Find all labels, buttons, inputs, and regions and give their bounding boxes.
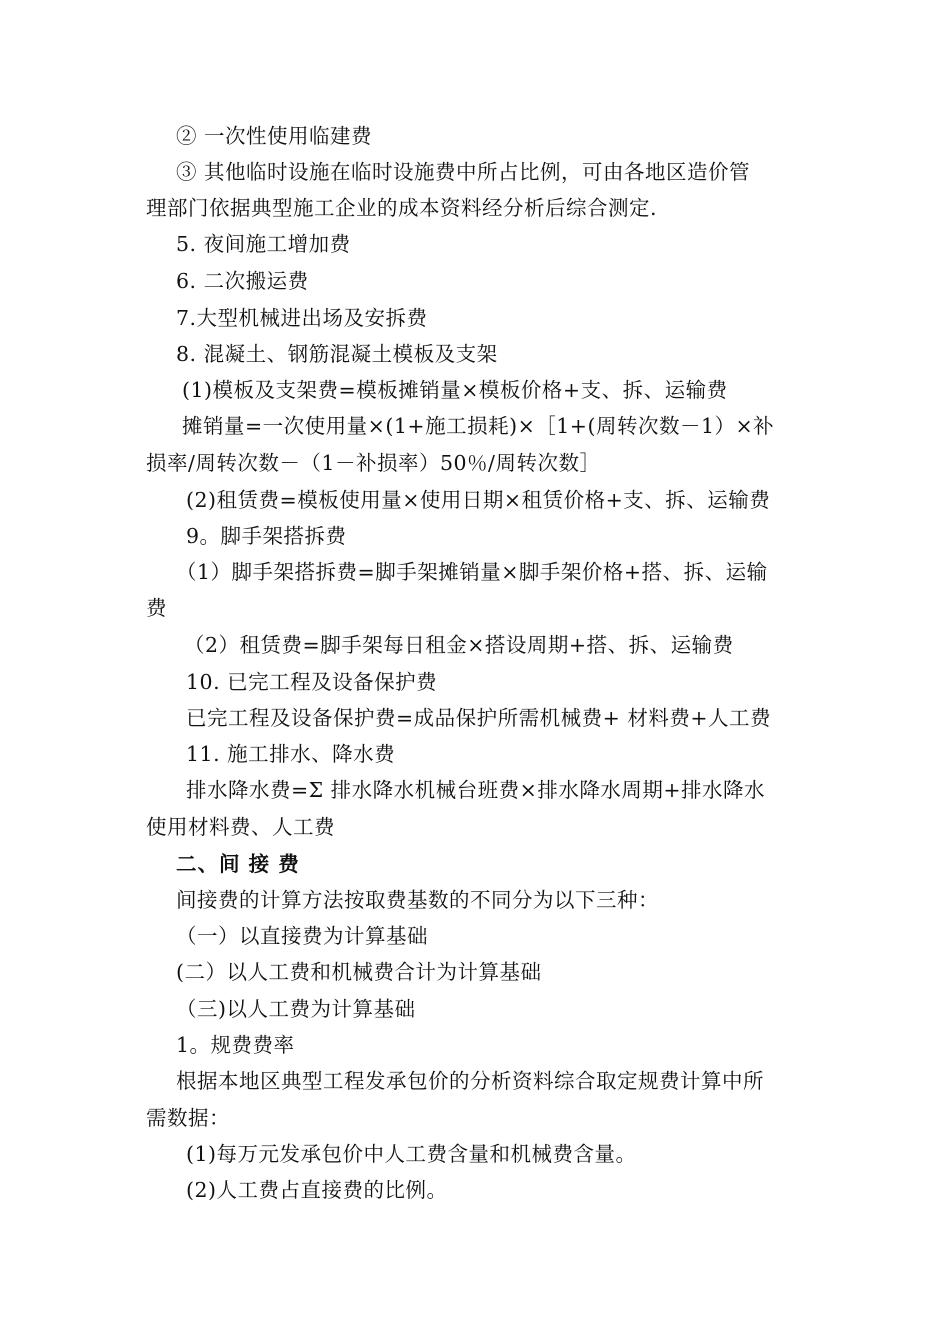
formula-drainage-cont: 使用材料费、人工费 [146,815,335,839]
method-labor-base: （三)以人工费为计算基础 [176,997,416,1021]
method-direct-cost-base: （一）以直接费为计算基础 [176,924,428,948]
formula-drainage: 排水降水费=Σ 排水降水机械台班费×排水降水周期+排水降水 [186,778,766,802]
section-heading-indirect-cost: 二、间 接 费 [176,852,300,876]
paragraph-indirect-cost-methods: 间接费的计算方法按取费基数的不同分为以下三种： [176,888,659,912]
heading-fee-rate: 1。规费费率 [176,1033,295,1057]
formula-formwork-rental: (2)租赁费=模板使用量×使用日期×租赁价格+支、拆、运输费 [186,488,771,512]
heading-drainage: 11. 施工排水、降水费 [186,742,396,766]
formula-protection-cost: 已完工程及设备保护费=成品保护所需机械费+ 材料费+人工费 [186,706,772,730]
item-temporary-construction-cost: ② 一次性使用临建费 [176,124,373,148]
paragraph-other-facilities-ratio: ③ 其他临时设施在临时设施费中所占比例，可由各地区造价管 [176,160,751,184]
paragraph-other-facilities-ratio-cont: 理部门依据典型施工企业的成本资料经分析后综合测定. [146,196,658,220]
formula-amortization-cont: 损率/周转次数－（1－补损率）50％/周转次数］ [146,451,601,475]
formula-amortization: 摊销量=一次使用量×(1+施工损耗)×［1+(周转次数－1）×补 [182,414,775,438]
paragraph-fee-rate-data: 根据本地区典型工程发承包价的分析资料综合取定规费计算中所 [176,1069,764,1093]
formula-scaffolding-cost: （1）脚手架搭拆费=脚手架摊销量×脚手架价格+搭、拆、运输 [176,560,768,584]
formula-scaffolding-cost-cont: 费 [146,596,167,620]
heading-night-construction: 5. 夜间施工增加费 [176,232,351,256]
item-labor-ratio: (2)人工费占直接费的比例。 [186,1178,448,1202]
item-labor-machine-content: (1)每万元发承包价中人工费含量和机械费含量。 [186,1142,637,1166]
heading-concrete-formwork: 8. 混凝土、钢筋混凝土模板及支架 [176,342,498,366]
formula-formwork-cost: (1)模板及支架费=模板摊销量×模板价格+支、拆、运输费 [182,378,728,402]
paragraph-fee-rate-data-cont: 需数据： [146,1106,230,1130]
heading-scaffolding: 9。脚手架搭拆费 [186,524,347,548]
formula-scaffolding-rental: （2）租赁费=脚手架每日租金×搭设周期+搭、拆、运输费 [184,633,734,657]
heading-large-machinery: 7.大型机械进出场及安拆费 [176,306,428,330]
heading-completed-works-protection: 10. 已完工程及设备保护费 [186,670,438,694]
method-labor-machine-base: (二）以人工费和机械费合计为计算基础 [176,960,542,984]
heading-secondary-transport: 6. 二次搬运费 [176,269,309,293]
